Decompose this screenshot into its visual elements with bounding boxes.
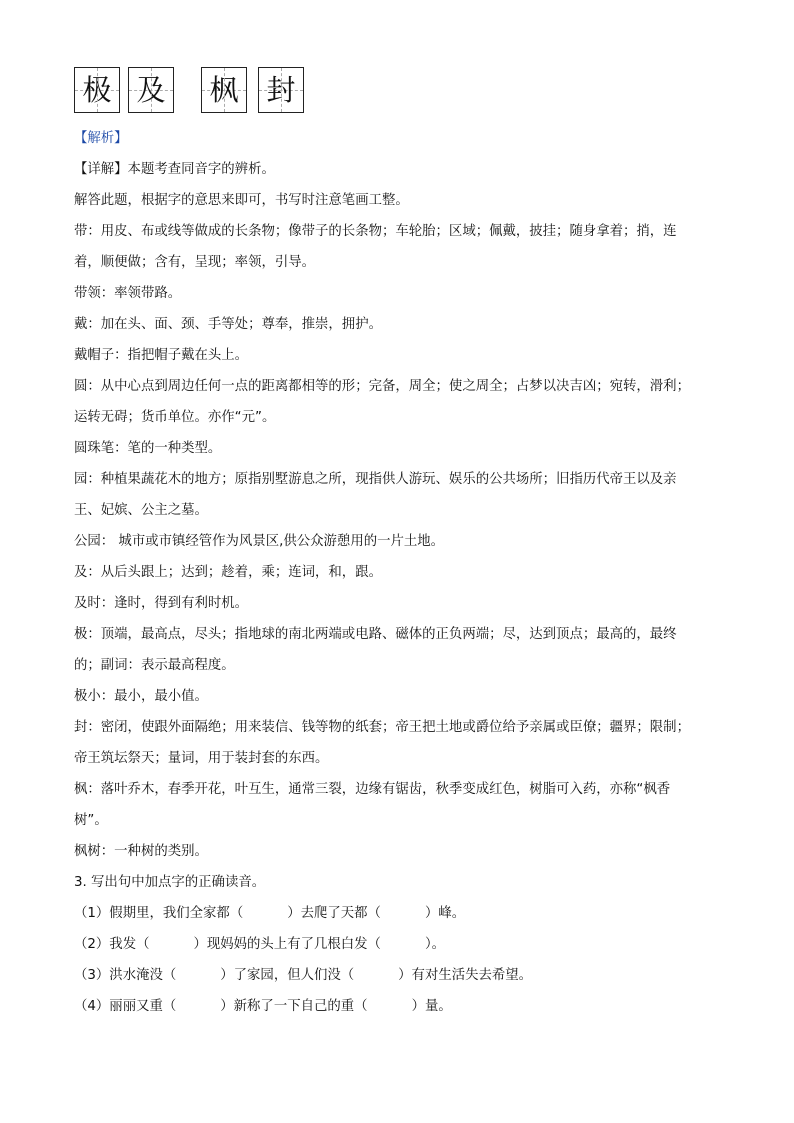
char-4: 封 xyxy=(266,72,296,107)
char-box-2 xyxy=(128,67,174,113)
char-box-1 xyxy=(74,67,120,113)
char-box-4 xyxy=(258,67,304,113)
question-title: 3. 写出句中加点字的正确读音。 xyxy=(74,875,266,890)
question-item-4 xyxy=(74,997,734,1017)
question-text: （4）丽丽又重（ xyxy=(74,999,177,1014)
question-text: （1）假期里，我们全家都（ xyxy=(74,906,244,921)
text-line: 枫：落叶乔木，春季开花，叶互生，通常三裂，边缘有锯齿，秋季变成红色，树脂可入药，亦称“枫香 xyxy=(74,782,671,797)
text-line: 王、妃嫔、公主之墓。 xyxy=(74,503,208,518)
question-text: ）。 xyxy=(424,937,446,952)
question-text: ）峰。 xyxy=(424,906,466,921)
text-line: 运转无碍；货币单位。亦作“元”。 xyxy=(74,410,276,425)
text-line: 极：顶端，最高点，尽头；指地球的南北两端或电路、磁体的正负两端；尽，达到顶点；最高的，最终 xyxy=(74,627,677,642)
question-item-2 xyxy=(74,935,734,955)
text-line: 及：从后头跟上；达到；趁着，乘；连词，和，跟。 xyxy=(74,565,382,580)
text-line: 及时：逢时，得到有利时机。 xyxy=(74,596,249,611)
question-text: ）有对生活失去希望。 xyxy=(398,968,533,983)
question-item-1 xyxy=(74,904,734,924)
question-text: ）去爬了天都（ xyxy=(287,906,381,921)
text-line: 圆珠笔：笔的一种类型。 xyxy=(74,441,222,456)
text-line: 带：用皮、布或线等做成的长条物；像带子的长条物；车轮胎；区域；佩戴，披挂；随身拿着；捎，连 xyxy=(74,224,677,239)
text-line: 【详解】本题考查同音字的辨析。 xyxy=(74,162,275,177)
text-line: 着，顺便做；含有，呈现；率领，引导。 xyxy=(74,255,316,270)
question-text: ）现妈妈的头上有了几根白发（ xyxy=(193,937,381,952)
text-line: 封：密闭，使跟外面隔绝；用来装信、钱等物的纸套；帝王把土地或爵位给予亲属或臣僚；疆界；限制； xyxy=(74,720,690,735)
text-line: 解答此题，根据字的意思来即可，书写时注意笔画工整。 xyxy=(74,193,409,208)
text-line: 戴：加在头、面、颈、手等处；尊奉，推崇，拥护。 xyxy=(74,317,382,332)
question-text: ）新称了一下自己的重（ xyxy=(220,999,368,1014)
text-line: 枫树：一种树的类别。 xyxy=(74,844,208,859)
text-line: 园：种植果蔬花木的地方；原指别墅游息之所，现指供人游玩、娱乐的公共场所；旧指历代帝王以及亲 xyxy=(74,472,677,487)
text-line: 带领：率领带路。 xyxy=(74,286,182,301)
question-text: ）了家园，但人们没（ xyxy=(220,968,355,983)
char-2: 及 xyxy=(136,72,166,107)
char-box-3 xyxy=(201,67,247,113)
char-1: 极 xyxy=(82,72,112,107)
text-line: 圆：从中心点到周边任何一点的距离都相等的形；完备，周全；使之周全；占梦以决吉凶；宛转，滑利； xyxy=(74,379,690,394)
question-text: （3）洪水淹没（ xyxy=(74,968,177,983)
text-line: 公园： 城市或市镇经管作为风景区,供公众游憩用的一片土地。 xyxy=(74,534,445,549)
char-3: 枫 xyxy=(209,72,239,107)
question-text: ）量。 xyxy=(411,999,452,1014)
question-text: （2）我发（ xyxy=(74,937,150,952)
analysis-label: 【解析】 xyxy=(74,131,128,146)
text-line: 戴帽子：指把帽子戴在头上。 xyxy=(74,348,249,363)
text-line: 帝王筑坛祭天；量词，用于装封套的东西。 xyxy=(74,751,329,766)
text-line: 极小：最小，最小值。 xyxy=(74,689,208,704)
text-line: 树”。 xyxy=(74,813,108,828)
question-item-3 xyxy=(74,966,734,986)
text-line: 的；副词：表示最高程度。 xyxy=(74,658,235,673)
